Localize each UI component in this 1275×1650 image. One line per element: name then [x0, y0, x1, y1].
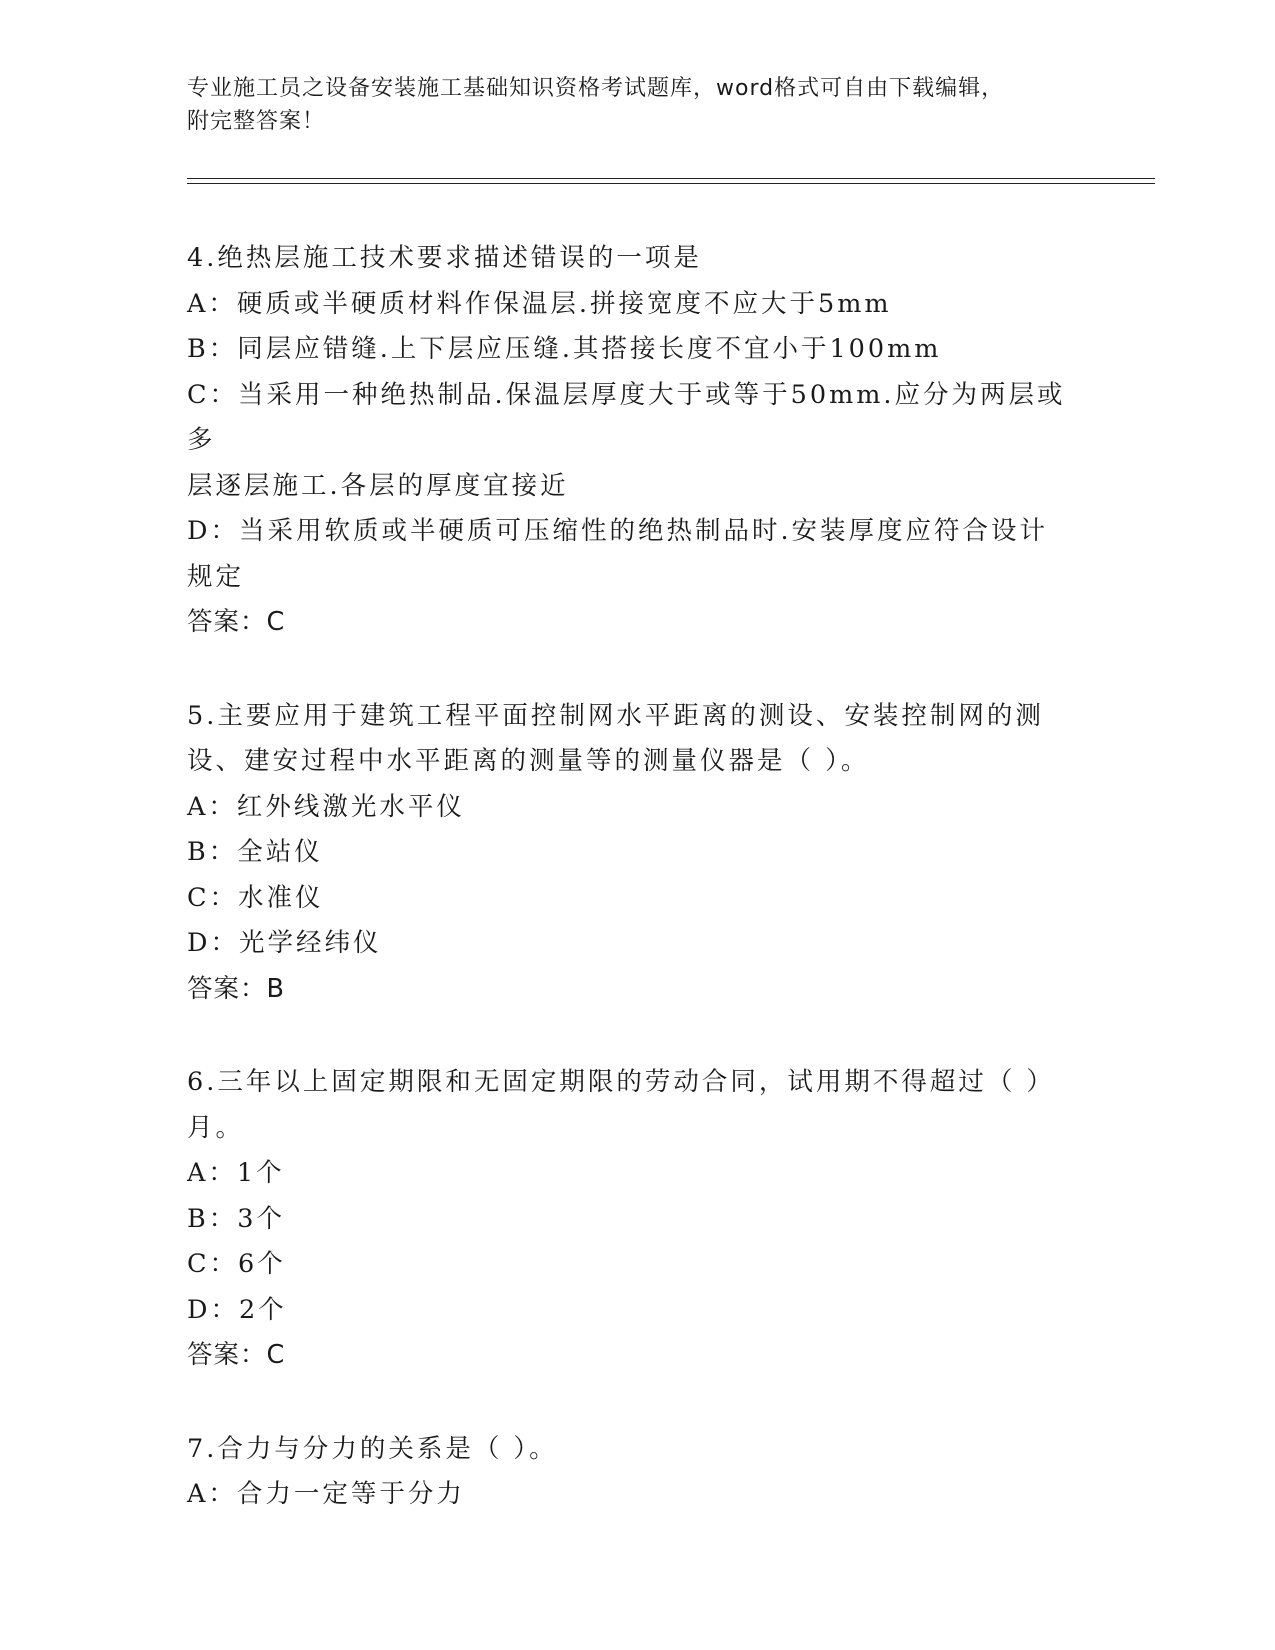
- document-header: [187, 72, 1087, 138]
- question-5: [187, 694, 1087, 1013]
- option-c: C：6个: [187, 1249, 286, 1279]
- question-stem: 7.合力与分力的关系是（ ）。: [187, 1433, 558, 1464]
- option-d: D：2个: [187, 1294, 287, 1325]
- question-list: [187, 236, 1087, 1518]
- question-stem: 6.三年以上固定期限和无固定期限的劳动合同，试用期不得超过（ ）: [187, 1067, 1055, 1097]
- answer-line: 答案：C: [187, 607, 286, 637]
- option-a: A：合力一定等于分力: [187, 1479, 465, 1509]
- answer-line: 答案：B: [187, 973, 285, 1004]
- question-6: [187, 1060, 1087, 1379]
- option-d: D：当采用软质或半硬质可压缩性的绝热制品时.安装厚度应符合设计: [187, 516, 1049, 546]
- option-d: D：光学经纬仪: [187, 928, 382, 958]
- option-c: C：当采用一种绝热制品.保温层厚度大于或等于50mm.应分为两层或多: [187, 379, 1066, 455]
- header-divider-top: [187, 178, 1155, 179]
- question-stem-continued: 月。: [187, 1112, 245, 1143]
- header-line-1: 专业施工员之设备安装施工基础知识资格考试题库，word格式可自由下载编辑，: [187, 76, 1005, 101]
- option-a: A：硬质或半硬质材料作保温层.拼接宽度不应大于5mm: [187, 288, 892, 319]
- option-a: A：1个: [187, 1158, 285, 1188]
- option-a: A：红外线激光水平仪: [187, 791, 465, 822]
- question-stem: 4.绝热层施工技术要求描述错误的一项是: [187, 243, 702, 273]
- question-stem: 5.主要应用于建筑工程平面控制网水平距离的测设、安装控制网的测: [187, 700, 1044, 731]
- question-stem-continued: 设、建安过程中水平距离的测量等的测量仪器是（ ）。: [187, 746, 870, 776]
- option-b: B：全站仪: [187, 837, 323, 867]
- question-7: [187, 1427, 1087, 1518]
- option-d-continued: 规定: [187, 561, 245, 592]
- answer-line: 答案：C: [187, 1340, 286, 1370]
- option-b: B：同层应错缝.上下层应压缝.其搭接长度不宜小于100mm: [187, 334, 942, 364]
- header-line-2: 附完整答案！: [187, 109, 326, 134]
- option-b: B：3个: [187, 1203, 285, 1234]
- header-divider-bottom: [187, 183, 1155, 184]
- option-c: C：水准仪: [187, 882, 324, 913]
- option-c-continued: 层逐层施工.各层的厚度宜接近: [187, 470, 569, 501]
- question-4: [187, 236, 1087, 646]
